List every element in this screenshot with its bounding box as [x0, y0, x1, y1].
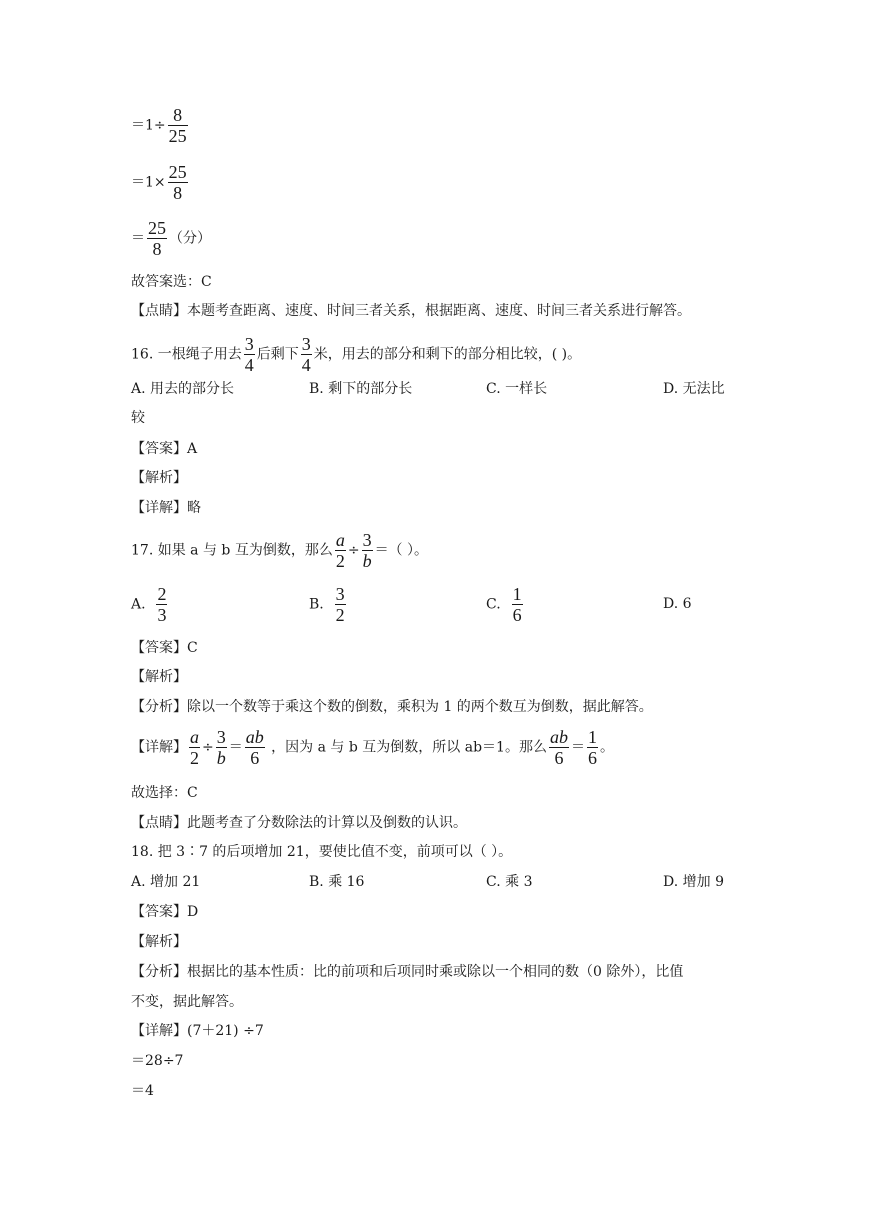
- q18-answer: 【答案】D: [131, 904, 199, 920]
- q18-step2: ＝4: [131, 1083, 154, 1099]
- fraction: $\frac{3}{4}$: [301, 334, 311, 375]
- q16-stem: 16. 一根绳子用去 $\frac{3}{4}$ 后剩下 $\frac{3}{4}$ 米，用去的部分和剩下的部分相比较，( )。: [131, 334, 582, 375]
- q17-stem: 17. 如果 a 与 b 互为倒数，那么 $\frac{a}{2}$ ÷ $\frac{3}{b}$ ＝（ ）。: [131, 530, 429, 571]
- q18-option-a: A. 增加 21: [131, 874, 201, 890]
- q16-analysis: 【解析】: [131, 470, 187, 486]
- q18-detail: 【详解】(7＋21) ÷7: [131, 1023, 264, 1039]
- q16-option-a: A. 用去的部分长: [131, 381, 235, 397]
- q16-option-d: D. 无法比: [663, 381, 725, 397]
- q15-conclusion: 故答案选：C: [131, 274, 212, 290]
- q16-option-b: B. 剩下的部分长: [309, 381, 413, 397]
- q17-option-c: C. $\frac{1}{6}$: [486, 584, 522, 625]
- q17-option-b: B. $\frac{3}{2}$: [309, 584, 345, 625]
- q16-detail: 【详解】略: [131, 500, 201, 516]
- q16-answer: 【答案】A: [131, 441, 198, 457]
- q18-option-c: C. 乘 3: [486, 874, 533, 890]
- fraction: $\frac{25}{8}$: [148, 218, 166, 259]
- q15-step2: ＝1× $\frac{25}{8}$: [131, 162, 187, 203]
- q17-analysis: 【解析】: [131, 669, 187, 685]
- q16-option-c: C. 一样长: [486, 381, 548, 397]
- q17-answer: 【答案】C: [131, 640, 198, 656]
- q18-option-b: B. 乘 16: [309, 874, 365, 890]
- q15-step3: ＝ $\frac{25}{8}$ （分）: [131, 218, 211, 259]
- q15-comment: 【点睛】本题考查距离、速度、时间三者关系，根据距离、速度、时间三者关系进行解答。: [131, 303, 691, 319]
- fraction: $\frac{8}{25}$: [168, 105, 187, 146]
- fraction: $\frac{3}{4}$: [244, 334, 254, 375]
- fraction: $\frac{25}{8}$: [168, 162, 187, 203]
- q18-step1: ＝28÷7: [131, 1053, 184, 1069]
- q18-analysis: 【解析】: [131, 934, 187, 950]
- q18-fenxi-line1: 【分析】根据比的基本性质：比的前项和后项同时乘或除以一个相同的数（0 除外），比值: [131, 964, 684, 980]
- q17-detail: 【详解】 $\frac{a}{2}$ ÷ $\frac{3}{b}$ ＝ $\frac{ab}{6}$ ，因为 a 与 b 互为倒数，所以 ab＝1。那么 $\frac{ab}{6}$ ＝ $\frac{1}{6}$ 。: [131, 727, 614, 768]
- q17-comment: 【点睛】此题考查了分数除法的计算以及倒数的认识。: [131, 815, 467, 831]
- q18-option-d: D. 增加 9: [663, 874, 724, 890]
- fraction: $\frac{3}{b}$: [362, 530, 372, 571]
- q18-fenxi-line2: 不变，据此解答。: [131, 994, 243, 1010]
- q17-option-a: A. $\frac{2}{3}$: [131, 584, 167, 625]
- q17-fenxi: 【分析】除以一个数等于乘这个数的倒数，乘积为 1 的两个数互为倒数，据此解答。: [131, 699, 653, 715]
- q16-option-d-wrap: 较: [131, 410, 145, 426]
- q15-step1: ＝1÷ $\frac{8}{25}$: [131, 105, 187, 146]
- q17-option-d: D. 6: [663, 596, 692, 612]
- q18-stem: 18. 把 3∶7 的后项增加 21，要使比值不变，前项可以（ ）。: [131, 844, 513, 860]
- q17-conclusion: 故选择：C: [131, 785, 198, 801]
- fraction: $\frac{a}{2}$: [335, 530, 345, 571]
